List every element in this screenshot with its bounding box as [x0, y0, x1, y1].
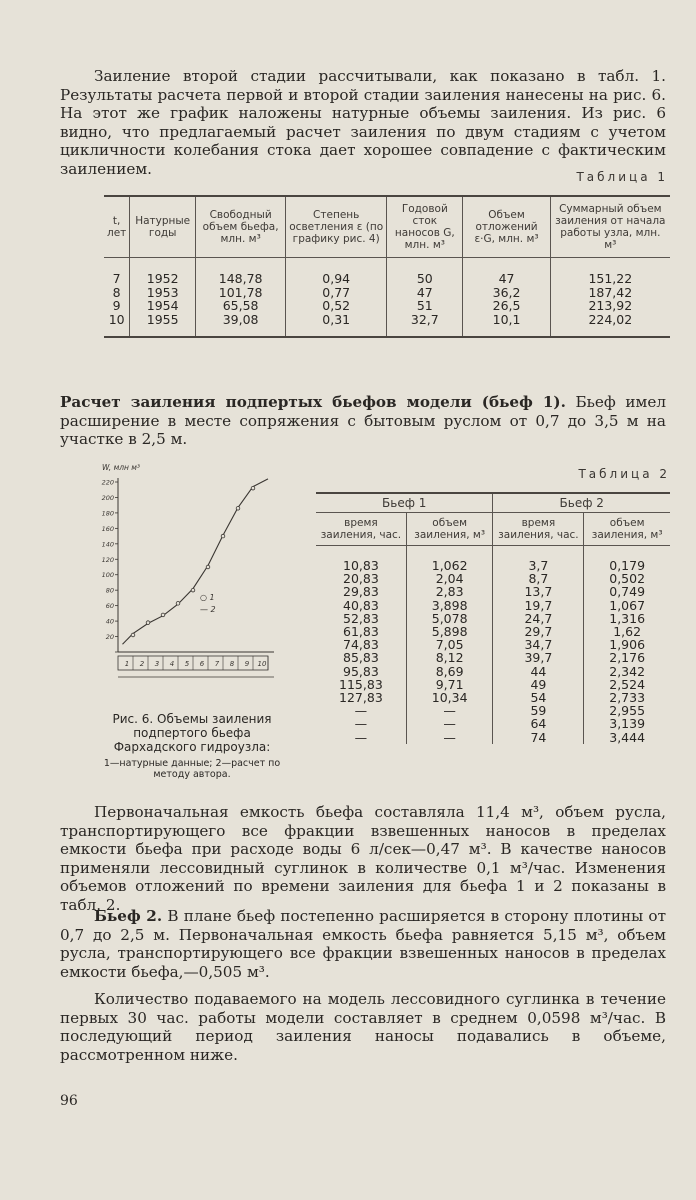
- y-tick-label: 40: [105, 617, 114, 626]
- table-row: [316, 651, 670, 664]
- x-tick-label: 5: [184, 660, 190, 668]
- table2-cell: 64: [493, 717, 584, 730]
- table1-cell: 0,77: [286, 286, 387, 300]
- table2-cell: 3,139: [584, 717, 670, 730]
- table1-header-0: t, лет: [104, 196, 130, 258]
- table2-cell: 8,12: [406, 651, 493, 664]
- table2-cell: 95,83: [343, 663, 379, 679]
- table2-cell: 9,71: [406, 678, 493, 691]
- table2-cell: 0,179: [584, 546, 670, 573]
- table1-cell: 0,31: [286, 313, 387, 338]
- table2-cell: 7,05: [406, 638, 493, 651]
- series-1-point: [206, 565, 210, 569]
- table2: [316, 492, 670, 744]
- paragraph4-heading: Бьеф 2.: [94, 907, 163, 925]
- table-row: [104, 299, 670, 313]
- y-tick-label: 100: [101, 571, 114, 580]
- table1-header-1: Натурные годы: [130, 196, 196, 258]
- table1-body: [104, 258, 670, 338]
- y-tick-label: 220: [101, 478, 114, 487]
- y-axis-label: W, млн м³: [102, 463, 140, 472]
- table1-caption: Таблица 1: [576, 170, 668, 184]
- series-1-point: [251, 486, 255, 490]
- table2-cell: 2,524: [584, 678, 670, 691]
- table1: [104, 195, 670, 338]
- figure-legend-text: 1—натурные данные; 2—расчет по методу автора.: [103, 758, 281, 780]
- table2-group-1: Бьеф 1: [316, 493, 493, 513]
- series-1-point: [161, 613, 165, 617]
- table1-cell: 187,42: [550, 286, 670, 300]
- y-tick-label: 120: [101, 555, 114, 564]
- table2-body: [316, 546, 670, 744]
- table2-cell: —: [406, 717, 493, 730]
- table2-cell: 8,7: [493, 572, 584, 585]
- silting-volume-chart: [90, 462, 286, 692]
- table2-cell: 127,83: [339, 690, 383, 706]
- table1-cell: 8: [112, 284, 121, 300]
- table2-cell: 74,83: [343, 637, 379, 653]
- table2-cell: —: [354, 716, 368, 732]
- table2-cell: 2,176: [584, 651, 670, 664]
- table2-cell: 0,502: [584, 572, 670, 585]
- table2-cell: 20,83: [343, 571, 379, 587]
- table1-header-5: Объем отложений ε·G, млн. м³: [463, 196, 550, 258]
- table1-cell: 151,22: [550, 258, 670, 286]
- x-tick-label: 4: [169, 660, 175, 668]
- table2-cell: 10,34: [406, 691, 493, 704]
- table-row: [316, 731, 670, 744]
- table-row: [316, 665, 670, 678]
- x-tick-label: 2: [139, 660, 145, 668]
- table1-cell: 47: [463, 258, 550, 286]
- table1-cell: 39,08: [196, 313, 286, 338]
- table2-cell: 19,7: [493, 599, 584, 612]
- y-tick-label: 80: [105, 586, 114, 595]
- table2-header-0: время заиления, час.: [316, 513, 406, 546]
- table-row: [104, 286, 670, 300]
- table-row: [104, 258, 670, 286]
- x-tick-label: 7: [214, 660, 220, 668]
- table2-cell: 1,062: [406, 546, 493, 573]
- table1-cell: 32,7: [387, 313, 463, 338]
- series-1-point: [131, 633, 135, 637]
- table1-cell: 213,92: [550, 299, 670, 313]
- table-row: [316, 717, 670, 730]
- table2-header-1: объем заиления, м³: [406, 513, 493, 546]
- table2-cell: 5,898: [406, 625, 493, 638]
- table2-cell: 74: [493, 731, 584, 744]
- series-1-point: [221, 534, 225, 538]
- table1-cell: 47: [387, 286, 463, 300]
- x-tick-label: 3: [154, 660, 160, 668]
- table2-cell: —: [354, 703, 368, 719]
- table2-cell: 39,7: [493, 651, 584, 664]
- table2-cell: 29,7: [493, 625, 584, 638]
- table2-cell: 10,83: [343, 558, 379, 573]
- table1-cell: 65,58: [196, 299, 286, 313]
- table2-cell: —: [406, 704, 493, 717]
- figure-caption: Рис. 6. Объемы заиления подпертого бьефа Фархадского гидроузла:: [112, 712, 272, 754]
- paragraph-model-silting: [60, 393, 666, 449]
- y-tick-label: 180: [101, 509, 114, 518]
- table1-header-6: Суммарный объем заиления от начала работы узла, млн. м³: [550, 196, 670, 258]
- table-row: [316, 599, 670, 612]
- x-tick-label: 10: [257, 660, 267, 668]
- table2-cell: 54: [493, 691, 584, 704]
- series-1-point: [191, 588, 195, 592]
- x-tick-label: 6: [199, 660, 205, 668]
- table1-cell: 50: [387, 258, 463, 286]
- y-tick-label: 200: [101, 493, 114, 502]
- table2-cell: 1,906: [584, 638, 670, 651]
- table2-caption: Таблица 2: [578, 467, 670, 481]
- table1-header-3: Степень осветления ε (по графику рис. 4): [286, 196, 387, 258]
- table1-header-4: Годовой сток наносов G, млн. м³: [387, 196, 463, 258]
- table2-header-row: [316, 513, 670, 546]
- table2-header-2: время заиления, час.: [493, 513, 584, 546]
- table2-cell: 2,04: [406, 572, 493, 585]
- paragraph4-text: В плане бьеф постепенно расширяется в сторону плотины от 0,7 до 2,5 м. Первоначальная емкость бьефа равняется 5,15 м³, объем русла, транспортирующего все фракции взвешенных наносов в пределах емкости бьефа,—0,505 м³.: [60, 907, 666, 981]
- table1-cell: 51: [387, 299, 463, 313]
- table2-cell: 2,83: [406, 585, 493, 598]
- table-row: [316, 585, 670, 598]
- y-tick-label: 60: [105, 602, 114, 611]
- paragraph-loess-supply: Количество подаваемого на модель лессовидного суглинка в течение первых 30 час. работы модели составляет в среднем 0,0598 м³/час. В последующий период заиления наносы подавались в объеме, рассмотренном ниже.: [60, 990, 666, 1064]
- table-row: [104, 313, 670, 338]
- paragraph2-heading: Расчет заиления подпертых бьефов модели (бьеф 1).: [60, 393, 566, 411]
- table2-cell: 5,078: [406, 612, 493, 625]
- table2-cell: 29,83: [343, 584, 379, 600]
- paragraph-initial-capacity: Первоначальная емкость бьефа составляла 11,4 м³, объем русла, транспортирующего все фракции взвешенных наносов в пределах емкости бьефа при расходе воды 6 л/сек—0,47 м³. В качестве наносов применяли лессовидный суглинок в количестве 0,1 м³/час. Изменения объемов отложений по времени заиления для бьефа 1 и 2 показаны в табл. 2.: [60, 803, 666, 914]
- table1-cell: 36,2: [463, 286, 550, 300]
- table2-cell: 1,067: [584, 599, 670, 612]
- table2-cell: 40,83: [343, 597, 379, 613]
- table2-cell: —: [354, 729, 368, 745]
- table2-header-3: объем заиления, м³: [584, 513, 670, 546]
- paragraph-reach-two: [60, 907, 666, 981]
- table2-cell: 115,83: [339, 676, 383, 692]
- table1-cell: 148,78: [196, 258, 286, 286]
- table2-cell: 3,898: [406, 599, 493, 612]
- table2-cell: 24,7: [493, 612, 584, 625]
- table2-cell: 59: [493, 704, 584, 717]
- table2-group-2: Бьеф 2: [493, 493, 670, 513]
- x-tick-label: 9: [244, 660, 250, 668]
- table1-cell: 224,02: [550, 313, 670, 338]
- table2-cell: 3,444: [584, 731, 670, 744]
- table1-cell: 0,94: [286, 258, 387, 286]
- paragraph2-text: Бьеф имел расширение в месте сопряжения с бытовым руслом от 0,7 до 3,5 м на участке в 2,5 м.: [60, 393, 666, 449]
- y-tick-label: 20: [105, 633, 114, 642]
- table2-cell: 34,7: [493, 638, 584, 651]
- table1-cell: 101,78: [196, 286, 286, 300]
- y-tick-label: 140: [101, 540, 114, 549]
- table2-cell: 8,69: [406, 665, 493, 678]
- table2-cell: 85,83: [343, 650, 379, 666]
- series-1-point: [176, 602, 180, 606]
- table1-cell: 1954: [130, 299, 196, 313]
- table1-cell: 10,1: [463, 313, 550, 338]
- table2-cell: 44: [493, 665, 584, 678]
- table2-cell: 0,749: [584, 585, 670, 598]
- table1-cell: 9: [112, 298, 121, 314]
- table2-cell: 52,83: [343, 610, 379, 626]
- table2-cell: 2,733: [584, 691, 670, 704]
- table1-header-2: Свободный объем бьефа, млн. м³: [196, 196, 286, 258]
- x-tick-label: 1: [124, 660, 130, 668]
- series-1-point: [236, 506, 240, 510]
- legend-entry-2: — 2: [200, 605, 216, 614]
- table1-cell: 0,52: [286, 299, 387, 313]
- y-tick-label: 160: [101, 524, 114, 533]
- series-2-line: [123, 479, 269, 644]
- table2-group-row: [316, 493, 670, 513]
- table1-cell: 7: [112, 271, 121, 286]
- page-number: 96: [60, 1093, 78, 1109]
- paragraph-stage-two: Заиление второй стадии рассчитывали, как показано в табл. 1. Результаты расчета первой и второй стадии заиления нанесены на рис. 6. На этот же график наложены натурные объемы заиления. Из рис. 6 видно, что предлагаемый расчет заиления по двум стадиям с учетом цикличности колебания стока дает хорошее совпадение с фактическим заилением.: [60, 67, 666, 178]
- table1-cell: 10: [108, 311, 125, 327]
- table1-cell: 1953: [130, 286, 196, 300]
- table2-cell: —: [406, 731, 493, 744]
- table2-cell: 61,83: [343, 624, 379, 640]
- table2-cell: 49: [493, 678, 584, 691]
- table2-cell: 1,316: [584, 612, 670, 625]
- table2-cell: 13,7: [493, 585, 584, 598]
- table1-cell: 26,5: [463, 299, 550, 313]
- legend-entry-1: ○ 1: [200, 593, 215, 602]
- table2-cell: 1,62: [584, 625, 670, 638]
- table2-cell: 2,955: [584, 704, 670, 717]
- x-tick-label: 8: [229, 660, 235, 668]
- table-row: [316, 546, 670, 573]
- series-1-point: [146, 621, 150, 625]
- table1-cell: 1955: [130, 313, 196, 338]
- table2-cell: 2,342: [584, 665, 670, 678]
- table2-cell: 3,7: [493, 546, 584, 573]
- table1-cell: 1952: [130, 258, 196, 286]
- table1-header-row: [104, 196, 670, 258]
